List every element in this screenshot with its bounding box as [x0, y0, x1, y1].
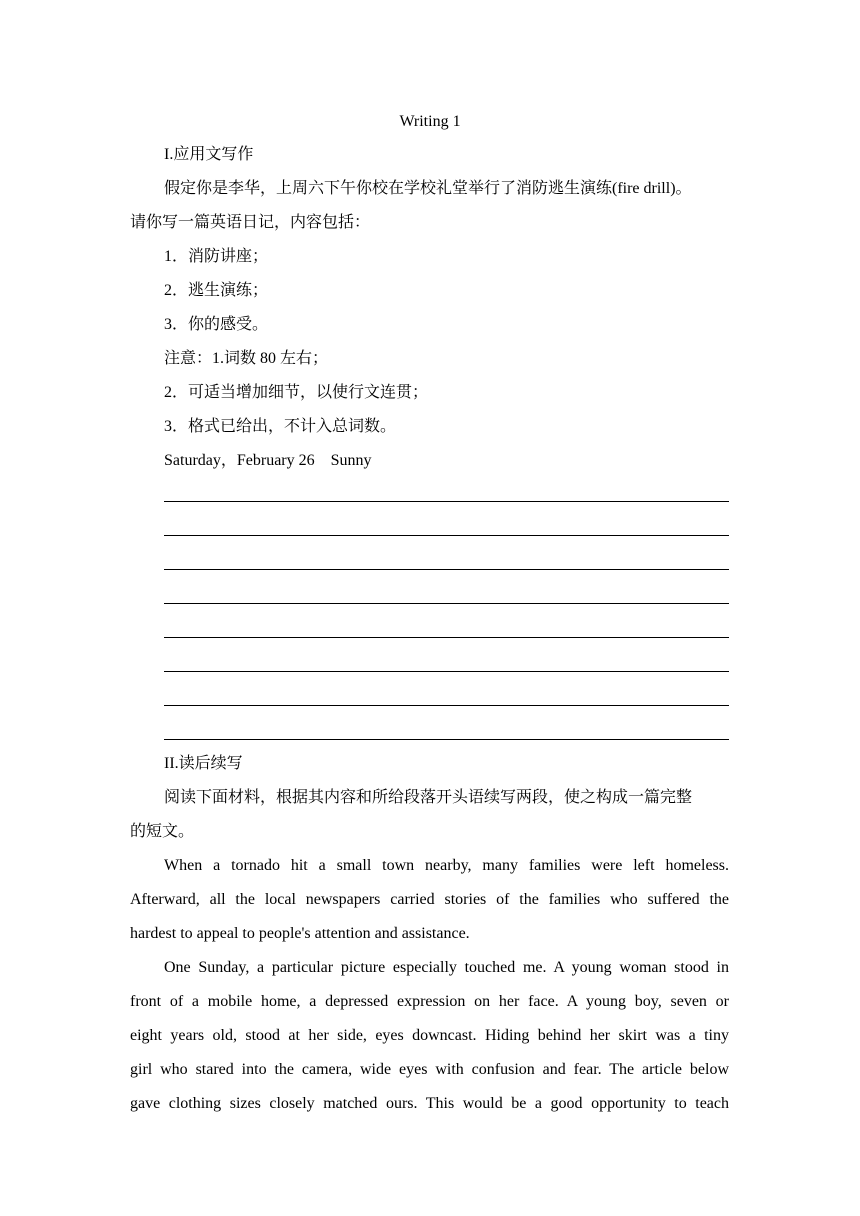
- note-1: 注意：1.词数 80 左右；: [164, 350, 329, 367]
- section2-heading: II.读后续写: [164, 755, 243, 772]
- instruction-line-2: 的短文。: [130, 823, 195, 840]
- answer-line: [164, 705, 729, 706]
- answer-line: [164, 671, 729, 672]
- instruction-line-1: 阅读下面材料，根据其内容和所给段落开头语续写两段，使之构成一篇完整: [164, 789, 693, 806]
- answer-line: [164, 637, 729, 638]
- answer-line: [164, 739, 729, 740]
- story-para2-line: eight years old, stood at her side, eyes downcast. Hiding behind her skirt was a tiny: [130, 1027, 729, 1044]
- content-item-3: 3．你的感受。: [164, 316, 269, 333]
- story-para1-line: When a tornado hit a small town nearby, many families were left homeless.: [164, 857, 729, 874]
- prompt-line-1: 假定你是李华，上周六下午你校在学校礼堂举行了消防逃生演练(fire drill)。: [164, 180, 692, 197]
- story-para1-line: Afterward, all the local newspapers carried stories of the families who suffered the: [130, 891, 729, 908]
- note-2: 2．可适当增加细节，以使行文连贯；: [164, 384, 429, 401]
- story-para2-line: front of a mobile home, a depressed expression on her face. A young boy, seven or: [130, 993, 729, 1010]
- page-title: Writing 1: [399, 113, 461, 130]
- answer-line: [164, 569, 729, 570]
- answer-line: [164, 535, 729, 536]
- story-para2-line: One Sunday, a particular picture especially touched me. A young woman stood in: [164, 959, 729, 976]
- prompt-line-2: 请你写一篇英语日记，内容包括：: [130, 214, 371, 231]
- answer-line: [164, 501, 729, 502]
- story-para2-line: gave clothing sizes closely matched ours. This would be a good opportunity to teach: [130, 1095, 729, 1112]
- story-para1-line: hardest to appeal to people's attention and assistance.: [130, 925, 470, 942]
- note-3: 3．格式已给出，不计入总词数。: [164, 418, 397, 435]
- answer-line: [164, 603, 729, 604]
- diary-header: Saturday，February 26 Sunny: [164, 452, 372, 469]
- story-para2-line: girl who stared into the camera, wide eyes with confusion and fear. The article below: [130, 1061, 729, 1078]
- content-item-2: 2．逃生演练；: [164, 282, 269, 299]
- content-item-1: 1．消防讲座；: [164, 248, 269, 265]
- section1-heading: I.应用文写作: [164, 146, 254, 163]
